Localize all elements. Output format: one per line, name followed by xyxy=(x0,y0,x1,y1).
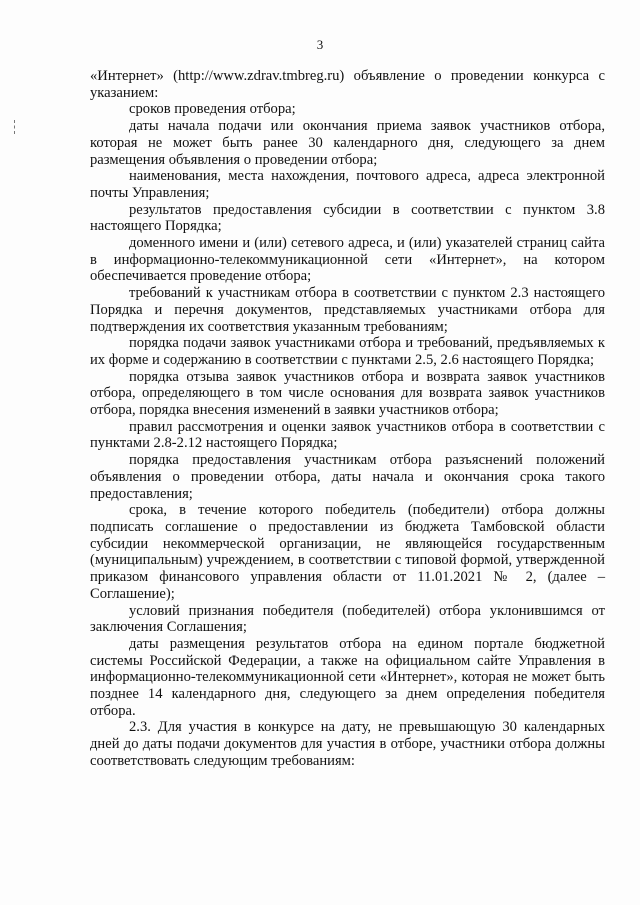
paragraph-item: даты начала подачи или окончания приема заявок участников отбора, которая не может быть ранее 30 календарного дня, следующего за днем размещения объявления о проведении отбора; xyxy=(90,118,605,168)
paragraph-item: доменного имени и (или) сетевого адреса, и (или) указателей страниц сайта в информационно-телекоммуникационной сети «Интернет», на котором обеспечивается проведение отбора; xyxy=(90,235,605,285)
paragraph-item: правил рассмотрения и оценки заявок участников отбора в соответствии с пунктами 2.8-2.12 настоящего Порядка; xyxy=(90,418,605,452)
paragraph-item: порядка предоставления участникам отбора разъяснений положений объявления о проведении отбора, даты начала и окончания срока такого предоставления; xyxy=(90,452,605,502)
paragraph-item: результатов предоставления субсидии в соответствии с пунктом 3.8 настоящего Порядка; xyxy=(90,201,605,235)
paragraph-item: порядка отзыва заявок участников отбора и возврата заявок участников отбора, определяющего в том числе основания для возврата заявок участников отбора, порядка внесения изменений в заявки участников отбора; xyxy=(90,368,605,419)
paragraph-intro: «Интернет» (http://www.zdrav.tmbreg.ru) объявление о проведении конкурса с указанием: xyxy=(90,68,605,101)
paragraph-item: сроков проведения отбора; xyxy=(129,101,296,118)
margin-mark xyxy=(14,120,16,134)
paragraph-item: условий признания победителя (победителей) отбора уклонившимся от заключения Соглашения; xyxy=(90,602,605,636)
paragraph-section-2-3: 2.3. Для участия в конкурсе на дату, не превышающую 30 календарных дней до даты подачи документов для участия в отборе, участники отбора должны соответствовать следующим требованиям: xyxy=(90,719,605,769)
paragraph-item: срока, в течение которого победитель (победители) отбора должны подписать соглашение о предоставлении из бюджета Тамбовской области субсидии некоммерческой организации, не являющейся государственным (муниципальным) учреждением, в соответствии с типовой формой, утвержденной приказом финансового управления области от 11.01.2021 № 2, (далее – Соглашение); xyxy=(90,502,605,602)
paragraph-item: наименования, места нахождения, почтового адреса, адреса электронной почты Управления; xyxy=(90,168,605,201)
paragraph-item: порядка подачи заявок участниками отбора и требований, предъявляемых к их форме и содержанию в соответствии с пунктами 2.5, 2.6 настоящего Порядка; xyxy=(90,335,605,368)
paragraph-item: даты размещения результатов отбора на едином портале бюджетной системы Российской Федерации, а также на официальном сайте Управления в информационно-телекоммуникационной сети «Интернет», которая не может быть позднее 14 календарного дня, следующего за днем определения победителя отбора. xyxy=(90,635,605,719)
paragraph-item: требований к участникам отбора в соответствии с пунктом 2.3 настоящего Порядка и перечня документов, представляемых участниками отбора для подтверждения их соответствия указанным требованиям; xyxy=(90,285,605,335)
document-body xyxy=(90,68,605,770)
page-number: 3 xyxy=(316,37,324,52)
